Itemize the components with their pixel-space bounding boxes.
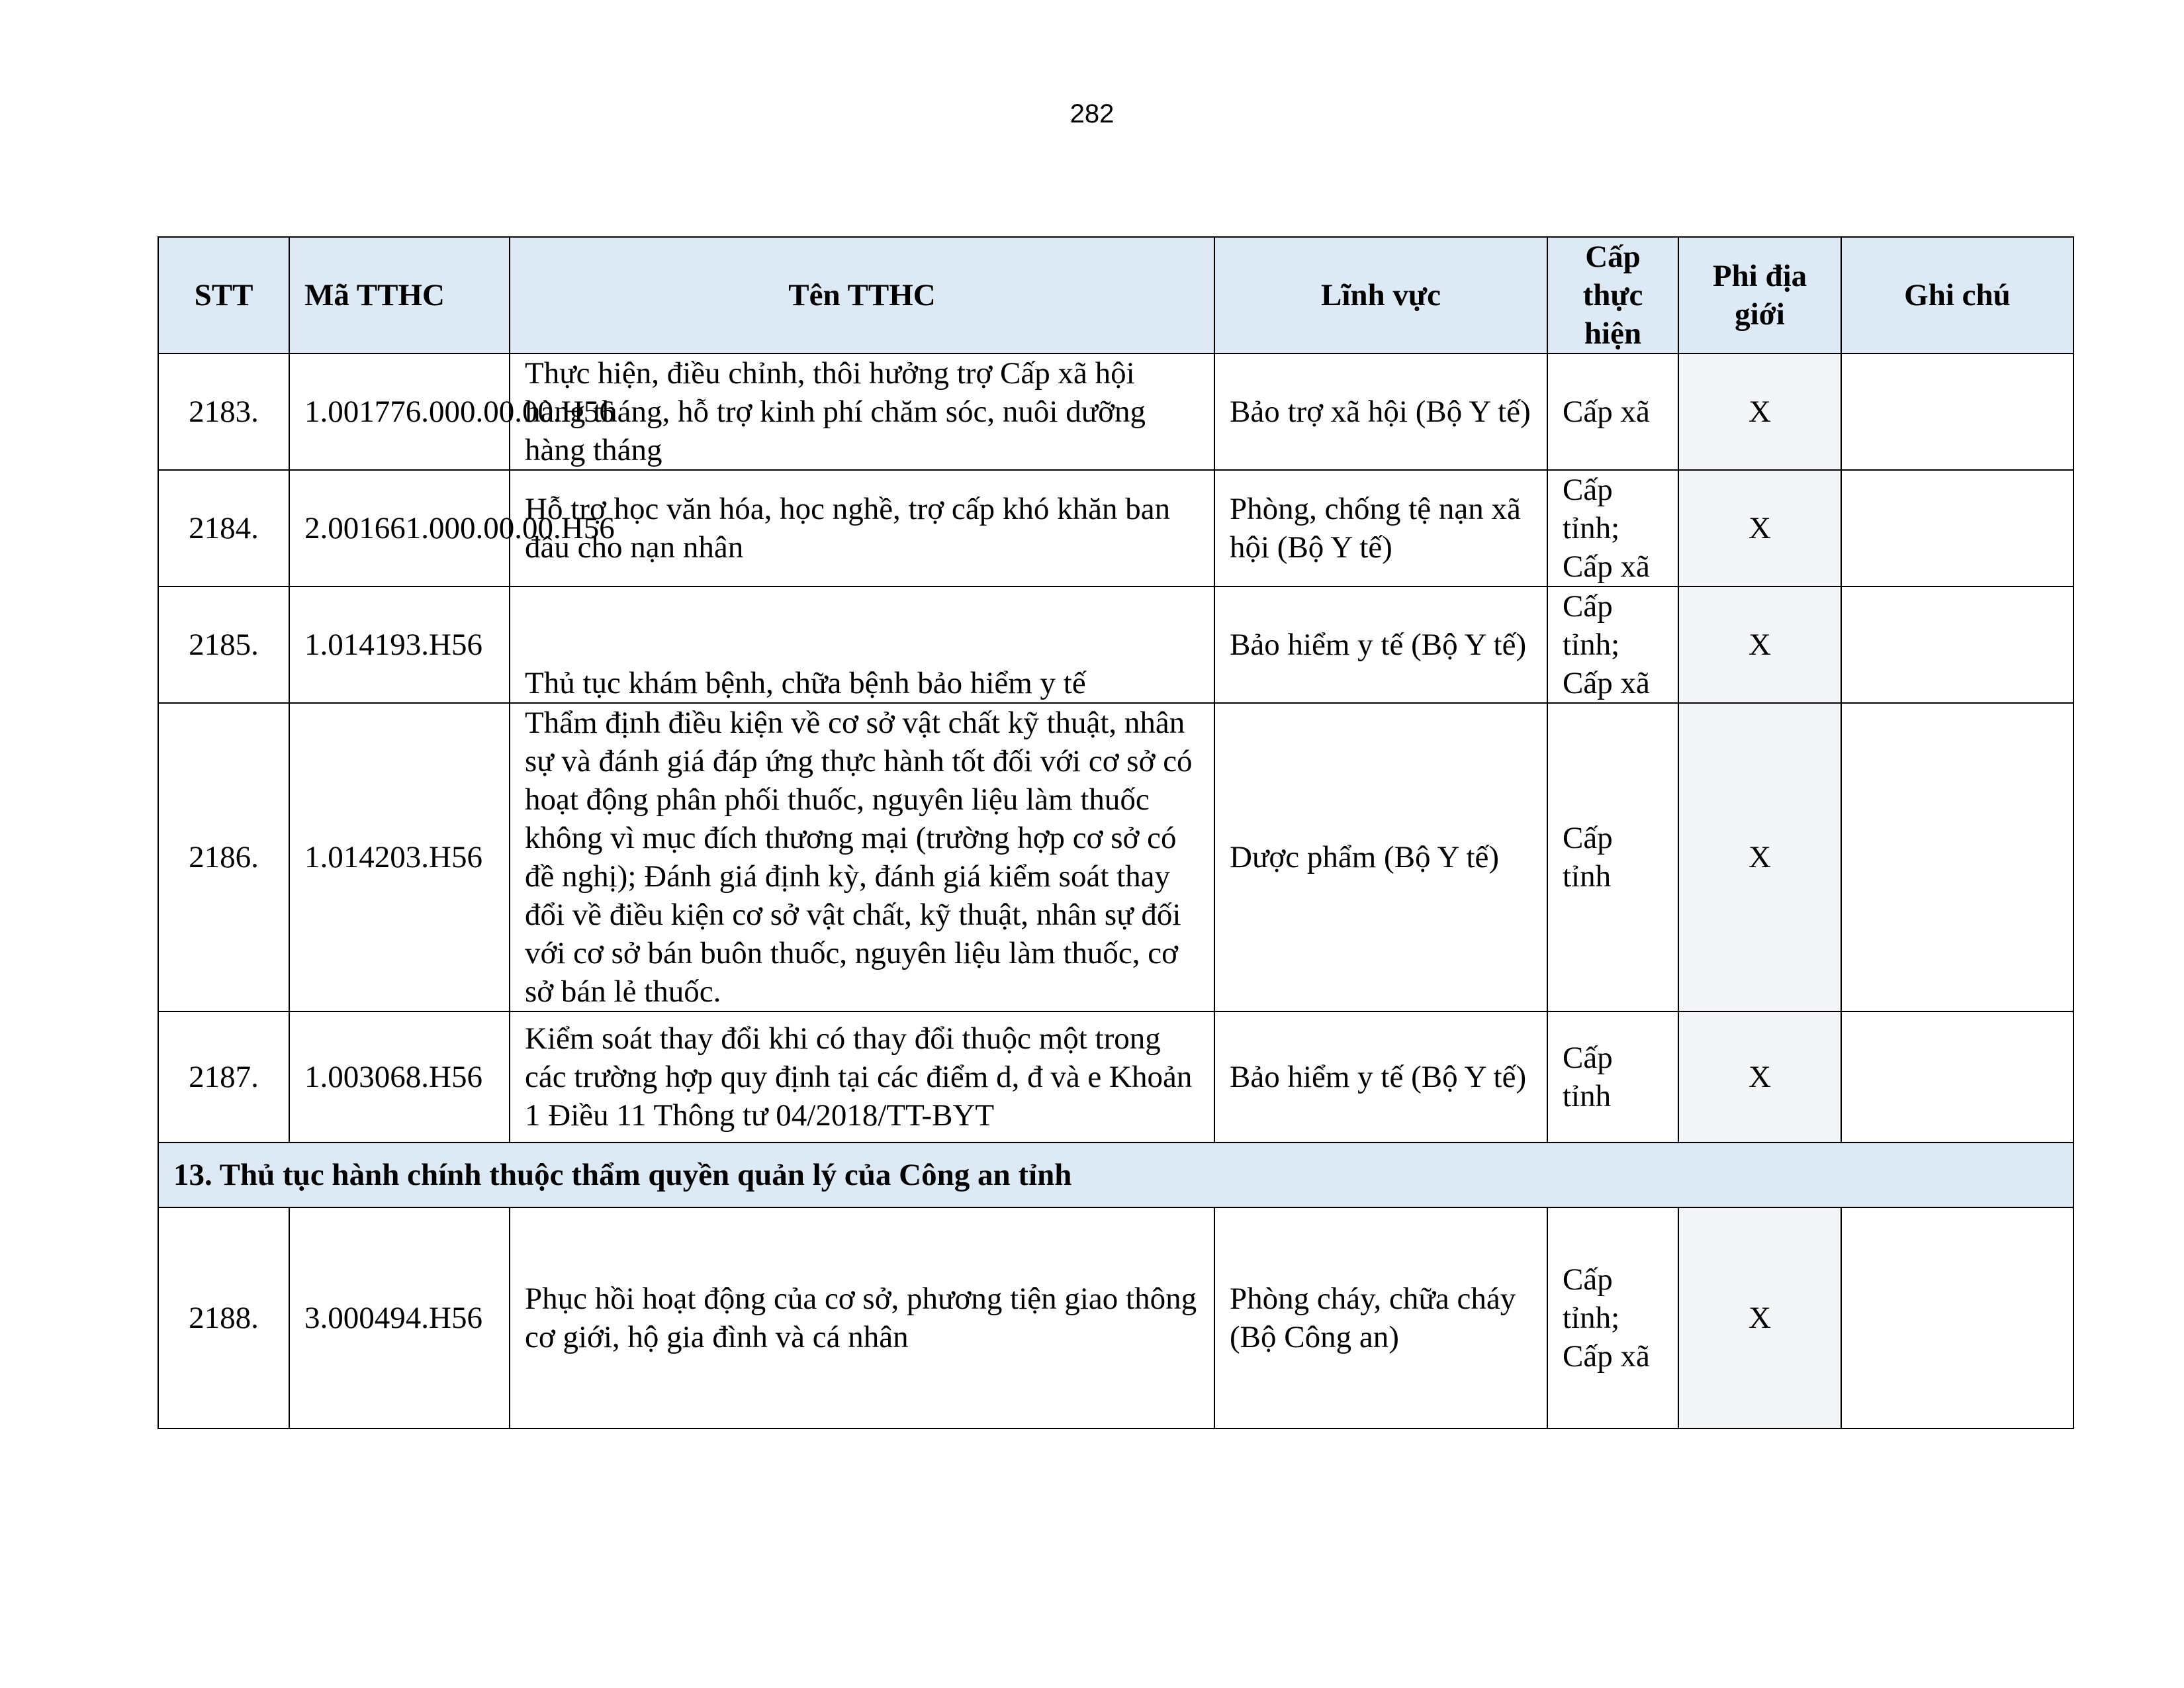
cell-ghi-chu <box>1841 353 2073 470</box>
table-row <box>158 586 2073 703</box>
cell-linh-vuc: Dược phẩm (Bộ Y tế) <box>1214 703 1547 1011</box>
cell-ghi-chu <box>1841 470 2073 586</box>
cell-phi-dia-gioi: X <box>1678 703 1841 1011</box>
cell-linh-vuc: Bảo hiểm y tế (Bộ Y tế) <box>1214 1011 1547 1143</box>
procedures-table <box>158 236 2074 1429</box>
header-linh-vuc: Lĩnh vực <box>1214 237 1547 353</box>
table-row <box>158 470 2073 586</box>
table-header-row <box>158 237 2073 353</box>
header-ten-tthc: Tên TTHC <box>510 237 1214 353</box>
cell-cap-thuc-hien: Cấp tỉnh <box>1547 703 1678 1011</box>
cell-stt: 2185. <box>158 586 289 703</box>
cell-linh-vuc: Phòng, chống tệ nạn xã hội (Bộ Y tế) <box>1214 470 1547 586</box>
cell-ghi-chu <box>1841 586 2073 703</box>
header-phi-dia-gioi: Phi địa giới <box>1678 237 1841 353</box>
header-stt: STT <box>158 237 289 353</box>
cell-phi-dia-gioi: X <box>1678 1011 1841 1143</box>
header-ma-tthc: Mã TTHC <box>289 237 510 353</box>
cell-ten-tthc: Thực hiện, điều chỉnh, thôi hưởng trợ Cấp xã hội hàng tháng, hỗ trợ kinh phí chăm sóc, nuôi dưỡng hàng tháng <box>510 353 1214 470</box>
cell-linh-vuc: Phòng cháy, chữa cháy (Bộ Công an) <box>1214 1207 1547 1429</box>
cell-ma-tthc: 1.001776.000.00.00.H56 <box>289 353 510 470</box>
header-cap-thuc-hien: Cấp thực hiện <box>1547 237 1678 353</box>
cell-phi-dia-gioi: X <box>1678 1207 1841 1429</box>
cell-linh-vuc: Bảo hiểm y tế (Bộ Y tế) <box>1214 586 1547 703</box>
cell-ma-tthc: 2.001661.000.00.00.H56 <box>289 470 510 586</box>
cell-stt: 2188. <box>158 1207 289 1429</box>
cell-stt: 2183. <box>158 353 289 470</box>
table-row <box>158 1207 2073 1429</box>
cell-ghi-chu <box>1841 1207 2073 1429</box>
table-row <box>158 353 2073 470</box>
cell-cap-thuc-hien: Cấp tỉnh; Cấp xã <box>1547 470 1678 586</box>
cell-ma-tthc: 1.014203.H56 <box>289 703 510 1011</box>
section-title: 13. Thủ tục hành chính thuộc thẩm quyền quản lý của Công an tỉnh <box>158 1143 2073 1207</box>
cell-stt: 2186. <box>158 703 289 1011</box>
table-row <box>158 703 2073 1011</box>
cell-stt: 2184. <box>158 470 289 586</box>
cell-cap-thuc-hien: Cấp tỉnh; Cấp xã <box>1547 1207 1678 1429</box>
cell-phi-dia-gioi: X <box>1678 586 1841 703</box>
cell-cap-thuc-hien: Cấp tỉnh <box>1547 1011 1678 1143</box>
cell-ghi-chu <box>1841 1011 2073 1143</box>
cell-ten-tthc: Thủ tục khám bệnh, chữa bệnh bảo hiểm y tế <box>510 586 1214 703</box>
cell-ten-tthc: Phục hồi hoạt động của cơ sở, phương tiện giao thông cơ giới, hộ gia đình và cá nhân <box>510 1207 1214 1429</box>
cell-cap-thuc-hien: Cấp xã <box>1547 353 1678 470</box>
cell-ma-tthc: 1.014193.H56 <box>289 586 510 703</box>
cell-phi-dia-gioi: X <box>1678 470 1841 586</box>
header-ghi-chu: Ghi chú <box>1841 237 2073 353</box>
cell-ma-tthc: 1.003068.H56 <box>289 1011 510 1143</box>
cell-ten-tthc: Hỗ trợ học văn hóa, học nghề, trợ cấp khó khăn ban đầu cho nạn nhân <box>510 470 1214 586</box>
page-number: 282 <box>1069 99 1115 128</box>
cell-phi-dia-gioi: X <box>1678 353 1841 470</box>
cell-cap-thuc-hien: Cấp tỉnh; Cấp xã <box>1547 586 1678 703</box>
cell-ten-tthc: Thẩm định điều kiện về cơ sở vật chất kỹ thuật, nhân sự và đánh giá đáp ứng thực hành tốt đối với cơ sở có hoạt động phân phối thuốc, nguyên liệu làm thuốc không vì mục đích thương mại (trường hợp cơ sở có đề nghị); Đánh giá định kỳ, đánh giá kiểm soát thay đổi về điều kiện cơ sở vật chất, kỹ thuật, nhân sự đối với cơ sở bán buôn thuốc, nguyên liệu làm thuốc, cơ sở bán lẻ thuốc. <box>510 703 1214 1011</box>
cell-ten-tthc: Kiểm soát thay đổi khi có thay đổi thuộc một trong các trường hợp quy định tại các điểm d, đ và e Khoản 1 Điều 11 Thông tư 04/2018/TT-BYT <box>510 1011 1214 1143</box>
cell-ma-tthc: 3.000494.H56 <box>289 1207 510 1429</box>
table-row <box>158 1011 2073 1143</box>
cell-stt: 2187. <box>158 1011 289 1143</box>
cell-ghi-chu <box>1841 703 2073 1011</box>
section-row <box>158 1143 2073 1207</box>
cell-linh-vuc: Bảo trợ xã hội (Bộ Y tế) <box>1214 353 1547 470</box>
